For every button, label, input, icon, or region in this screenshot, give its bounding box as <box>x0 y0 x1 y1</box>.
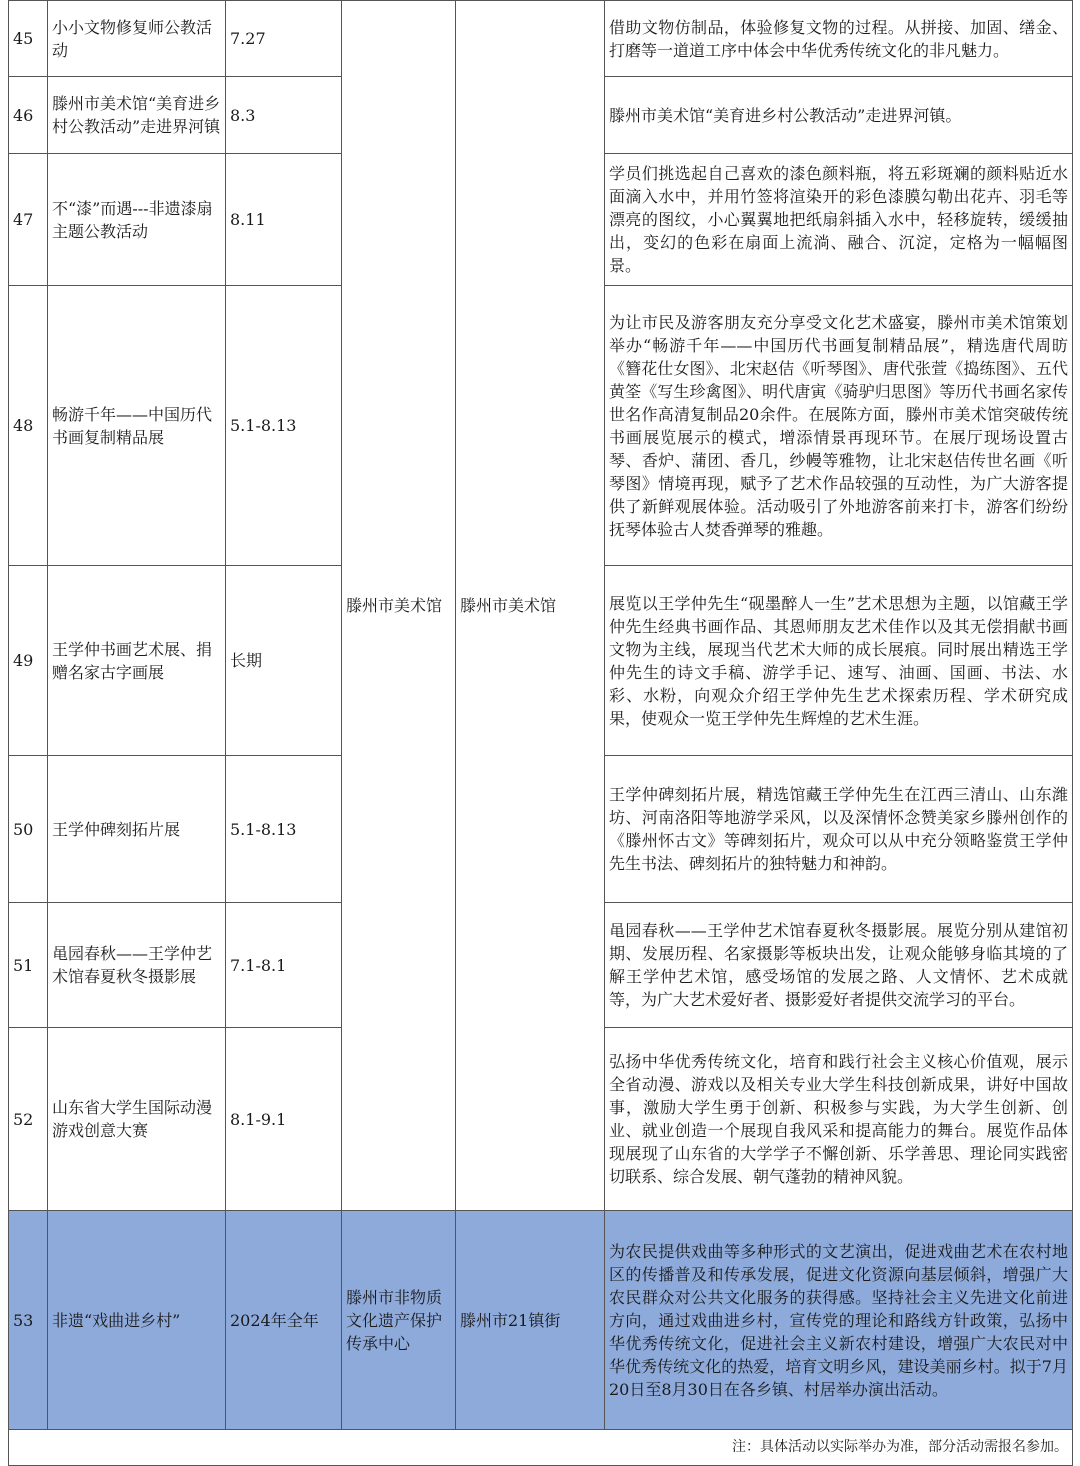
activity-description: 为让市民及游客朋友充分享受文化艺术盛宴，滕州市美术馆策划举办“畅游千年——中国历代书画复制精品展”，精选唐代周昉《簪花仕女图》、北宋赵佶《听琴图》、唐代张萱《捣练图》、五代黄筌《写生珍禽图》、明代唐寅《骑驴归思图》等历代书画名家传世名作高清复制品20余件。在展陈方面，滕州市美术馆突破传统书画展览展示的模式，增添情景再现环节。在展厅现场设置古琴、香炉、蒲团、香几，纱幔等雅物，让北宋赵佶传世名画《听琴图》情境再现，赋予了艺术作品较强的互动性，为广大游客提供了新鲜观展体验。活动吸引了外地游客前来打卡，游客们纷纷抚琴体验古人焚香弹琴的雅趣。 <box>605 286 1073 566</box>
activity-name: 畅游千年——中国历代书画复制精品展 <box>48 286 226 566</box>
activity-date: 长期 <box>226 566 342 756</box>
activity-description: 借助文物仿制品，体验修复文物的过程。从拼接、加固、缮金、打磨等一道道工序中体会中华优秀传统文化的非凡魅力。 <box>605 1 1073 77</box>
table-row-highlighted <box>9 1211 1073 1430</box>
activity-name: 山东省大学生国际动漫游戏创意大赛 <box>48 1028 226 1211</box>
table-row <box>9 1 1073 77</box>
activity-date: 7.1-8.1 <box>226 903 342 1028</box>
activity-description: 黾园春秋——王学仲艺术馆春夏秋冬摄影展。展览分别从建馆初期、发展历程、名家摄影等板块出发，让观众能够身临其境的了解王学仲艺术馆，感受场馆的发展之路、人文情怀、艺术成就等，为广大艺术爱好者、摄影爱好者提供交流学习的平台。 <box>605 903 1073 1028</box>
row-number: 49 <box>9 566 48 756</box>
activity-name: 王学仲碑刻拓片展 <box>48 756 226 903</box>
activity-description: 王学仲碑刻拓片展，精选馆藏王学仲先生在江西三清山、山东潍坊、河南洛阳等地游学采风，以及深情怀念赞美家乡滕州创作的《滕州怀古文》等碑刻拓片，观众可以从中充分领略鉴赏王学仲先生书法、碑刻拓片的独特魅力和神韵。 <box>605 756 1073 903</box>
activity-date: 2024年全年 <box>226 1211 342 1430</box>
activity-table <box>8 0 1073 1466</box>
activity-date: 8.3 <box>226 77 342 154</box>
organizer-cell: 滕州市美术馆 <box>342 1 456 1211</box>
row-number: 50 <box>9 756 48 903</box>
activity-description: 学员们挑选起自己喜欢的漆色颜料瓶，将五彩斑斓的颜料贴近水面滴入水中，并用竹签将渲染开的彩色漆膜勾勒出花卉、羽毛等漂亮的图纹，小心翼翼地把纸扇斜插入水中，轻移旋转，缓缓抽出，变幻的色彩在扇面上流淌、融合、沉淀，定格为一幅幅图景。 <box>605 154 1073 286</box>
activity-date: 7.27 <box>226 1 342 77</box>
row-number: 53 <box>9 1211 48 1430</box>
activity-name: 不“漆”而遇---非遗漆扇主题公教活动 <box>48 154 226 286</box>
activity-name: 非遗“戏曲进乡村” <box>48 1211 226 1430</box>
activity-name: 滕州市美术馆“美育进乡村公教活动”走进界河镇 <box>48 77 226 154</box>
activity-description: 展览以王学仲先生“砚墨醉人一生”艺术思想为主题，以馆藏王学仲先生经典书画作品、其恩师朋友艺术佳作以及其无偿捐献书画文物为主线，展现当代艺术大师的成长展痕。同时展出精选王学仲先生的诗文手稿、游学手记、速写、油画、国画、书法、水彩、水粉，向观众介绍王学仲先生艺术探索历程、学术研究成果，使观众一览王学仲先生辉煌的艺术生涯。 <box>605 566 1073 756</box>
activity-description: 滕州市美术馆“美育进乡村公教活动”走进界河镇。 <box>605 77 1073 154</box>
row-number: 48 <box>9 286 48 566</box>
row-number: 51 <box>9 903 48 1028</box>
footnote-row <box>9 1430 1073 1466</box>
activity-description: 为农民提供戏曲等多种形式的文艺演出，促进戏曲艺术在农村地区的传播普及和传承发展，促进文化资源向基层倾斜，增强广大农民群众对公共文化服务的获得感。坚持社会主义先进文化前进方向，通过戏曲进乡村，宣传党的理论和路线方针政策，弘扬中华优秀传统文化，促进社会主义新农村建设，增强广大农民对中华优秀传统文化的热爱，培育文明乡风，建设美丽乡村。拟于7月20日至8月30日在各乡镇、村居举办演出活动。 <box>605 1211 1073 1430</box>
row-number: 46 <box>9 77 48 154</box>
activity-date: 5.1-8.13 <box>226 756 342 903</box>
activity-name: 王学仲书画艺术展、捐赠名家古字画展 <box>48 566 226 756</box>
activity-name: 黾园春秋——王学仲艺术馆春夏秋冬摄影展 <box>48 903 226 1028</box>
row-number: 45 <box>9 1 48 77</box>
organizer-cell: 滕州市非物质文化遗产保护传承中心 <box>342 1211 456 1430</box>
row-number: 52 <box>9 1028 48 1211</box>
activity-date: 5.1-8.13 <box>226 286 342 566</box>
row-number: 47 <box>9 154 48 286</box>
venue-cell: 滕州市美术馆 <box>456 1 605 1211</box>
activity-date: 8.1-9.1 <box>226 1028 342 1211</box>
activity-name: 小小文物修复师公教活动 <box>48 1 226 77</box>
activity-description: 弘扬中华优秀传统文化，培育和践行社会主义核心价值观，展示全省动漫、游戏以及相关专业大学生科技创新成果，讲好中国故事，激励大学生勇于创新、积极参与实践，为大学生创新、创业、就业创造一个展现自我风采和提高能力的舞台。展览作品体现展现了山东省的大学学子不懈创新、乐学善思、理论同实践密切联系、综合发展、朝气蓬勃的精神风貌。 <box>605 1028 1073 1211</box>
footnote: 注：具体活动以实际举办为准，部分活动需报名参加。 <box>9 1430 1073 1466</box>
activity-date: 8.11 <box>226 154 342 286</box>
venue-cell: 滕州市21镇街 <box>456 1211 605 1430</box>
